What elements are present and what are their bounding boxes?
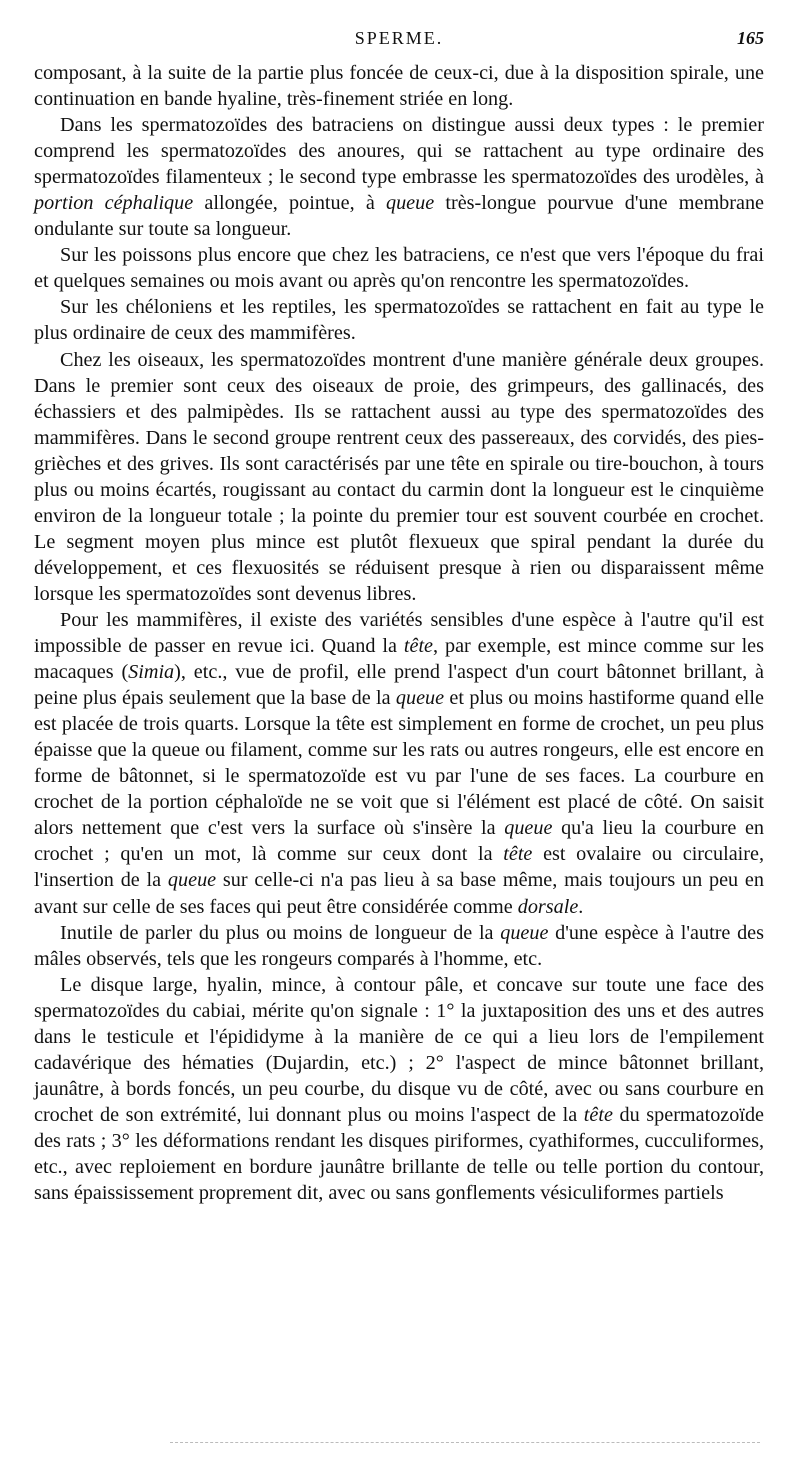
body-text [34,60,764,1206]
paragraph: Chez les oiseaux, les spermatozoïdes montrent d'une manière générale deux groupes. Dans le premier sont ceux des oiseaux de proie, des grimpeurs, des gallinacés, des échassiers et des palmipèdes. Ils se rattachent aussi au type des spermatozoïdes des mammifères. Dans le second groupe rentrent ceux des passereaux, des corvidés, des pies-grièches et des grives. Ils sont caractérisés par une tête en spirale ou tire-bouchon, à tours plus ou moins écartés, rougissant au contact du carmin dont la longueur est le cinquième environ de la longueur totale ; la pointe du premier tour est souvent courbée en crochet. Le segment moyen plus mince est plutôt flexueux que spiral pendant la durée du développement, et ces flexuosités se réduisent presque à rien ou disparaissent même lorsque les spermatozoïdes sont devenus libres. [34,348,764,605]
italic-term: tête [583,1103,613,1126]
paragraph: Dans les spermatozoïdes des batraciens on distingue aussi deux types : le premier comprend les spermatozoïdes des anoures, qui se rattachent au type ordinaire des spermatozoïdes filamenteux ; le second type embrasse les spermatozoïdes des urodèles, à portion céphalique allongée, pointue, à queue très-longue pourvue d'une membrane ondulante sur toute sa longueur. [34,114,764,241]
italic-term: queue [500,921,549,944]
paragraph: Pour les mammifères, il existe des variétés sensibles d'une espèce à l'autre qu'il est impossible de passer en revue ici. Quand la tête, par exemple, est mince comme sur les macaques (Simia), etc., vue de profil, elle prend l'aspect d'un court bâtonnet brillant, à peine plus épais seulement que la base de la queue et plus ou moins hastiforme quand elle est placée de trois quarts. Lorsque la tête est simplement en forme de crochet, un peu plus épaisse que la queue ou filament, comme sur les rats ou autres rongeurs, elle est encore en forme de bâtonnet, si le spermatozoïde est vu par l'une de ses faces. La courbure en crochet de la portion céphaloïde ne se voit que si l'élément est placé de côté. On saisit alors nettement que c'est vers la surface où s'insère la queue qu'a lieu la courbure en crochet ; qu'en un mot, là comme sur ceux dont la tête est ovalaire ou circulaire, l'insertion de la queue sur celle-ci n'a pas lieu à sa base même, mais toujours un peu en avant sur celle de ses faces qui peut être considérée comme dorsale. [34,608,765,918]
italic-term: queue [385,192,435,215]
italic-term: queue [395,687,445,710]
page-number: 165 [737,28,764,48]
italic-term: dorsale [517,895,579,918]
paragraph: Inutile de parler du plus ou moins de longueur de la queue d'une espèce à l'autre des mâles observés, tels que les rongeurs comparés à l'homme, etc. [34,921,764,970]
page-header [34,28,764,54]
italic-term: tête [403,635,434,658]
italic-term: queue [167,869,217,892]
italic-term: Simia [128,661,175,684]
italic-term: portion céphalique [34,192,194,215]
italic-term: tête [503,843,533,866]
bottom-divider [170,1442,760,1443]
paragraph: Sur les chéloniens et les reptiles, les spermatozoïdes se rattachent en fait au type le plus ordinaire de ceux des mammifères. [34,296,764,345]
paragraph: Sur les poissons plus encore que chez les batraciens, ce n'est que vers l'époque du frai et quelques semaines ou mois avant ou après qu'on rencontre les spermatozoïdes. [34,244,764,293]
italic-term: queue [504,817,553,840]
paragraph: composant, à la suite de la partie plus foncée de ceux-ci, due à la disposition spirale, une continuation en bande hyaline, très-finement striée en long. [34,62,764,111]
paragraph: Le disque large, hyalin, mince, à contour pâle, et concave sur toute une face des spermatozoïdes du cabiai, mérite qu'on signale : 1° la juxtaposition des uns et des autres dans le testicule et l'épididyme à la manière de ce qui a lieu lors de l'empilement cadavérique des hématies (Dujardin, etc.) ; 2° l'aspect de mince bâtonnet brillant, jaunâtre, à bords foncés, un peu courbe, du disque vu de côté, avec ou sans courbure en crochet de son extrémité, lui donnant plus ou moins l'aspect de la tête du spermatozoïde des rats ; 3° les déformations rendant les disques piriformes, cyathiformes, cucculiformes, etc., avec reploiement en bordure jaunâtre brillante de telle ou telle portion du contour, sans épaississement proprement dit, avec ou sans gonflements vésiculiformes partiels [34,973,764,1205]
running-title: SPERME. [354,28,444,48]
